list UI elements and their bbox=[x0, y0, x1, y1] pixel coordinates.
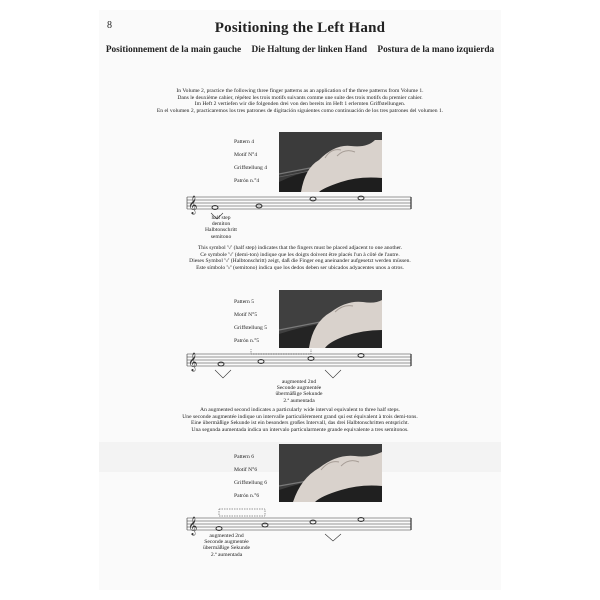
pattern-label: Patrón n.°4 bbox=[234, 178, 260, 184]
intro-paragraph bbox=[99, 88, 501, 114]
page-title: Positioning the Left Hand bbox=[214, 20, 386, 36]
music-staff-pattern-4 bbox=[99, 193, 501, 233]
violin-hand-photo-icon bbox=[279, 290, 382, 348]
intro-line: Dans le deuxième cahier, répétez les trois motifs suivants comme une suite des trois motifs du premier cahier. bbox=[177, 94, 423, 101]
augmented-second-caption-2: augmented 2nd Seconde augmentée übermäßige Sekunde 2.ª aumentada bbox=[202, 533, 251, 558]
pattern-5-labels bbox=[234, 299, 284, 349]
score-page bbox=[99, 10, 501, 590]
subtitle-french: Positionnement de la main gauche bbox=[105, 45, 242, 55]
music-staff-pattern-6 bbox=[99, 504, 501, 544]
pattern-label: Griffstellung 4 bbox=[234, 165, 267, 171]
intro-line: In Volume 2, practice the following three finger patterns as an application of the three patterns from Volume 1. bbox=[176, 88, 424, 94]
pattern-label: Pattern 6 bbox=[234, 454, 255, 460]
subtitle-german: Die Haltung der linken Hand bbox=[251, 45, 368, 55]
pattern-label: Patrón n.°5 bbox=[234, 338, 260, 344]
half-step-explanation: This symbol '\/' (half step) indicates that the fingers must be placed adjacent to one another. Ce symbole '\/' (demi-ton) indique que les doigts doivent être placés l'un à côté de l'autre. Dieses Symbol '\/' (Halbtonschritt) zeigt, daß die Finger eng aneinander aufgesetzt werden müssen. Este símbolo '\/' (semitono) indica que los dedos deben ser ubicados adyacentes unos a otros. bbox=[189, 245, 411, 271]
violin-hand-photo-icon bbox=[279, 444, 382, 502]
violin-hand-photo-icon bbox=[279, 132, 382, 192]
svg-text:𝄞: 𝄞 bbox=[188, 195, 198, 214]
svg-text:𝄞: 𝄞 bbox=[188, 352, 198, 371]
subtitle-spanish: Postura de la mano izquierda bbox=[377, 45, 495, 55]
pattern-label: Motif N°5 bbox=[234, 312, 258, 318]
augmented-second-caption: augmented 2nd Seconde augmentée übermäßige Sekunde 2.ª aumentada bbox=[275, 379, 323, 404]
pattern-4-labels bbox=[234, 139, 284, 189]
half-step-caption: half step demiton Halbtonschritt semitono bbox=[204, 215, 237, 240]
pattern-label: Griffstellung 6 bbox=[234, 480, 267, 486]
svg-text:𝄞: 𝄞 bbox=[188, 516, 198, 535]
subtitle-row bbox=[99, 45, 501, 55]
augmented-second-explanation: An augmented second indicates a particularly wide interval equivalent to three half steps. Une seconde augmentée indique un intervalle particulièrement grand qui est équivalent à trois demi-tons. Eine übermäßige Sekunde ist ein besonders großes Intervall, das drei Halbtonschritten entspricht. Una segunda aumentada indica un intervalo particularmente grande equivalente a tres semitonos. bbox=[182, 407, 418, 433]
pattern-label: Pattern 4 bbox=[234, 139, 255, 145]
intro-line: En el volumen 2, practicaremos los tres patrones de digitación siguientes como continuación de los tres patrones del volumen 1. bbox=[156, 107, 444, 114]
pattern-6-labels bbox=[234, 454, 284, 504]
intro-line: Im Heft 2 vertiefen wir die folgenden drei von den bereits im Heft 1 erlernten Griffstellungen. bbox=[194, 101, 406, 107]
page-number: 8 bbox=[107, 20, 112, 31]
pattern-label: Pattern 5 bbox=[234, 299, 255, 305]
pattern-label: Patrón n.°6 bbox=[234, 493, 260, 499]
pattern-label: Motif N°4 bbox=[234, 152, 258, 158]
pattern-label: Griffstellung 5 bbox=[234, 325, 267, 331]
pattern-label: Motif N°6 bbox=[234, 467, 258, 473]
